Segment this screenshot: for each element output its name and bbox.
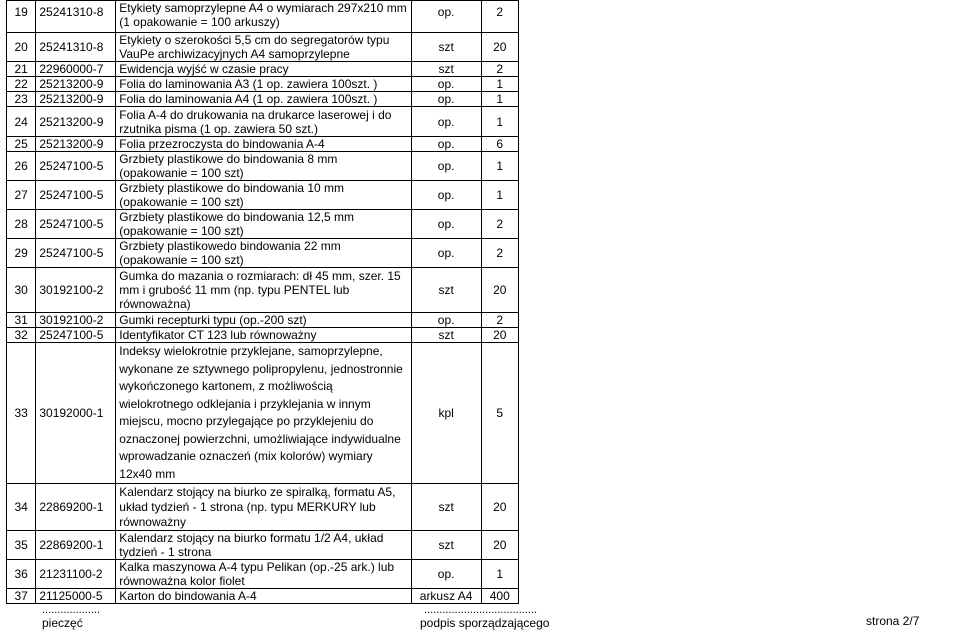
item-name: Folia A-4 do drukowania na drukarce laserowej i do rzutnika pisma (1 op. zawiera 50 szt.) [116, 107, 411, 137]
page-number: strona 2/7 [866, 614, 920, 628]
table-row [7, 560, 519, 589]
item-qty: 20 [481, 484, 518, 531]
item-unit: op. [411, 181, 481, 210]
cpv-code: 25247100-5 [36, 210, 116, 239]
item-name: Folia do laminowania A4 (1 op. zawiera 100szt. ) [116, 92, 411, 107]
cpv-code: 25247100-5 [36, 181, 116, 210]
row-number: 30 [7, 268, 36, 313]
item-qty: 1 [481, 107, 518, 137]
item-name: Indeksy wielokrotnie przyklejane, samoprzylepne, wykonane ze sztywnego polipropylenu, jednostronnie wykończonego kartonem, z możliwością wielokrotnego odklejania i przyklejania w innym miejscu, mocno przylegające po przyklejeniu do oznaczonej powierzchni, umożliwiające indywidualne wprowadzanie oznaczeń (mix kolorów) wymiary 12x40 mm [116, 343, 411, 484]
item-qty: 2 [481, 313, 518, 328]
item-qty: 1 [481, 181, 518, 210]
row-number: 20 [7, 33, 36, 62]
cpv-code: 25247100-5 [36, 328, 116, 343]
item-name: Folia przezroczysta do bindowania A-4 [116, 137, 411, 152]
row-number: 28 [7, 210, 36, 239]
item-unit: op. [411, 92, 481, 107]
item-qty: 1 [481, 152, 518, 181]
item-name: Karton do bindowania A-4 [116, 589, 411, 604]
item-name: Grzbiety plastikowe do bindowania 8 mm (opakowanie = 100 szt) [116, 152, 411, 181]
table-row [7, 92, 519, 107]
item-name: Kalendarz stojący na biurko ze spiralką, formatu A5, układ tydzień - 1 strona (np. typu MERKURY lub równoważny [116, 484, 411, 531]
item-qty: 20 [481, 328, 518, 343]
cpv-code: 25241310-8 [36, 1, 116, 33]
item-name: Gumka do mazania o rozmiarach: dł 45 mm, szer. 15 mm i grubość 11 mm (np. typu PENTEL lub równoważna) [116, 268, 411, 313]
cpv-code: 25247100-5 [36, 239, 116, 268]
item-qty: 1 [481, 92, 518, 107]
row-number: 36 [7, 560, 36, 589]
table-row [7, 313, 519, 328]
table-row [7, 268, 519, 313]
item-qty: 1 [481, 560, 518, 589]
cpv-code: 22869200-1 [36, 484, 116, 531]
row-number: 32 [7, 328, 36, 343]
cpv-code: 30192100-2 [36, 268, 116, 313]
item-qty: 20 [481, 531, 518, 560]
item-qty: 2 [481, 1, 518, 33]
cpv-code: 25213200-9 [36, 107, 116, 137]
item-qty: 1 [481, 77, 518, 92]
cpv-code: 22869200-1 [36, 531, 116, 560]
items-table [6, 0, 519, 604]
item-unit: op. [411, 137, 481, 152]
item-unit: op. [411, 560, 481, 589]
item-name: Identyfikator CT 123 lub równoważny [116, 328, 411, 343]
item-qty: 2 [481, 239, 518, 268]
stamp-dots: ................... [42, 604, 101, 616]
item-qty: 20 [481, 33, 518, 62]
row-number: 37 [7, 589, 36, 604]
item-name: Kalendarz stojący na biurko formatu 1/2 A4, układ tydzień - 1 strona [116, 531, 411, 560]
row-number: 29 [7, 239, 36, 268]
stamp-label: pieczęć [42, 616, 83, 630]
row-number: 33 [7, 343, 36, 484]
item-unit: szt [411, 531, 481, 560]
cpv-code: 22960000-7 [36, 62, 116, 77]
table-row [7, 343, 519, 484]
row-number: 26 [7, 152, 36, 181]
item-name: Grzbiety plastikowe do bindowania 12,5 mm (opakowanie = 100 szt) [116, 210, 411, 239]
item-qty: 6 [481, 137, 518, 152]
row-number: 25 [7, 137, 36, 152]
item-unit: szt [411, 328, 481, 343]
cpv-code: 25213200-9 [36, 137, 116, 152]
item-unit: szt [411, 62, 481, 77]
table-row [7, 328, 519, 343]
item-unit: szt [411, 268, 481, 313]
cpv-code: 30192000-1 [36, 343, 116, 484]
item-name: Grzbiety plastikowedo bindowania 22 mm (opakowanie = 100 szt) [116, 239, 411, 268]
item-unit: op. [411, 313, 481, 328]
item-name: Ewidencja wyjść w czasie pracy [116, 62, 411, 77]
item-unit: arkusz A4 [411, 589, 481, 604]
item-unit: szt [411, 484, 481, 531]
item-qty: 20 [481, 268, 518, 313]
row-number: 34 [7, 484, 36, 531]
table-row [7, 137, 519, 152]
cpv-code: 25213200-9 [36, 77, 116, 92]
item-unit: op. [411, 77, 481, 92]
table-row [7, 181, 519, 210]
table-row [7, 589, 519, 604]
item-unit: op. [411, 239, 481, 268]
cpv-code: 25247100-5 [36, 152, 116, 181]
item-unit: op. [411, 152, 481, 181]
item-unit: szt [411, 33, 481, 62]
item-unit: op. [411, 1, 481, 33]
cpv-code: 21231100-2 [36, 560, 116, 589]
table-row [7, 77, 519, 92]
row-number: 19 [7, 1, 36, 33]
row-number: 27 [7, 181, 36, 210]
item-qty: 2 [481, 210, 518, 239]
cpv-code: 25241310-8 [36, 33, 116, 62]
item-name: Kalka maszynowa A-4 typu Pelikan (op.-25 ark.) lub równoważna kolor fiolet [116, 560, 411, 589]
table-row [7, 33, 519, 62]
item-qty: 2 [481, 62, 518, 77]
cpv-code: 30192100-2 [36, 313, 116, 328]
item-name: Etykiety o szerokości 5,5 cm do segregatorów typu VauPe archiwizacyjnych A4 samoprzylepne [116, 33, 411, 62]
table-row [7, 210, 519, 239]
table-row [7, 484, 519, 531]
item-name: Gumki recepturki typu (op.-200 szt) [116, 313, 411, 328]
signature-dots: ..................................... [424, 604, 538, 616]
table-row [7, 1, 519, 33]
item-unit: op. [411, 210, 481, 239]
table-row [7, 531, 519, 560]
item-name: Etykiety samoprzylepne A4 o wymiarach 297x210 mm (1 opakowanie = 100 arkuszy) [116, 1, 411, 33]
row-number: 35 [7, 531, 36, 560]
item-qty: 5 [481, 343, 518, 484]
row-number: 31 [7, 313, 36, 328]
row-number: 23 [7, 92, 36, 107]
row-number: 22 [7, 77, 36, 92]
signature-label: podpis sporządzającego [420, 616, 550, 630]
row-number: 24 [7, 107, 36, 137]
item-name: Folia do laminowania A3 (1 op. zawiera 100szt. ) [116, 77, 411, 92]
table-row [7, 107, 519, 137]
table-row [7, 239, 519, 268]
item-unit: kpl [411, 343, 481, 484]
cpv-code: 25213200-9 [36, 92, 116, 107]
table-row [7, 62, 519, 77]
item-unit: op. [411, 107, 481, 137]
row-number: 21 [7, 62, 36, 77]
item-qty: 400 [481, 589, 518, 604]
item-name: Grzbiety plastikowe do bindowania 10 mm (opakowanie = 100 szt) [116, 181, 411, 210]
cpv-code: 21125000-5 [36, 589, 116, 604]
table-row [7, 152, 519, 181]
